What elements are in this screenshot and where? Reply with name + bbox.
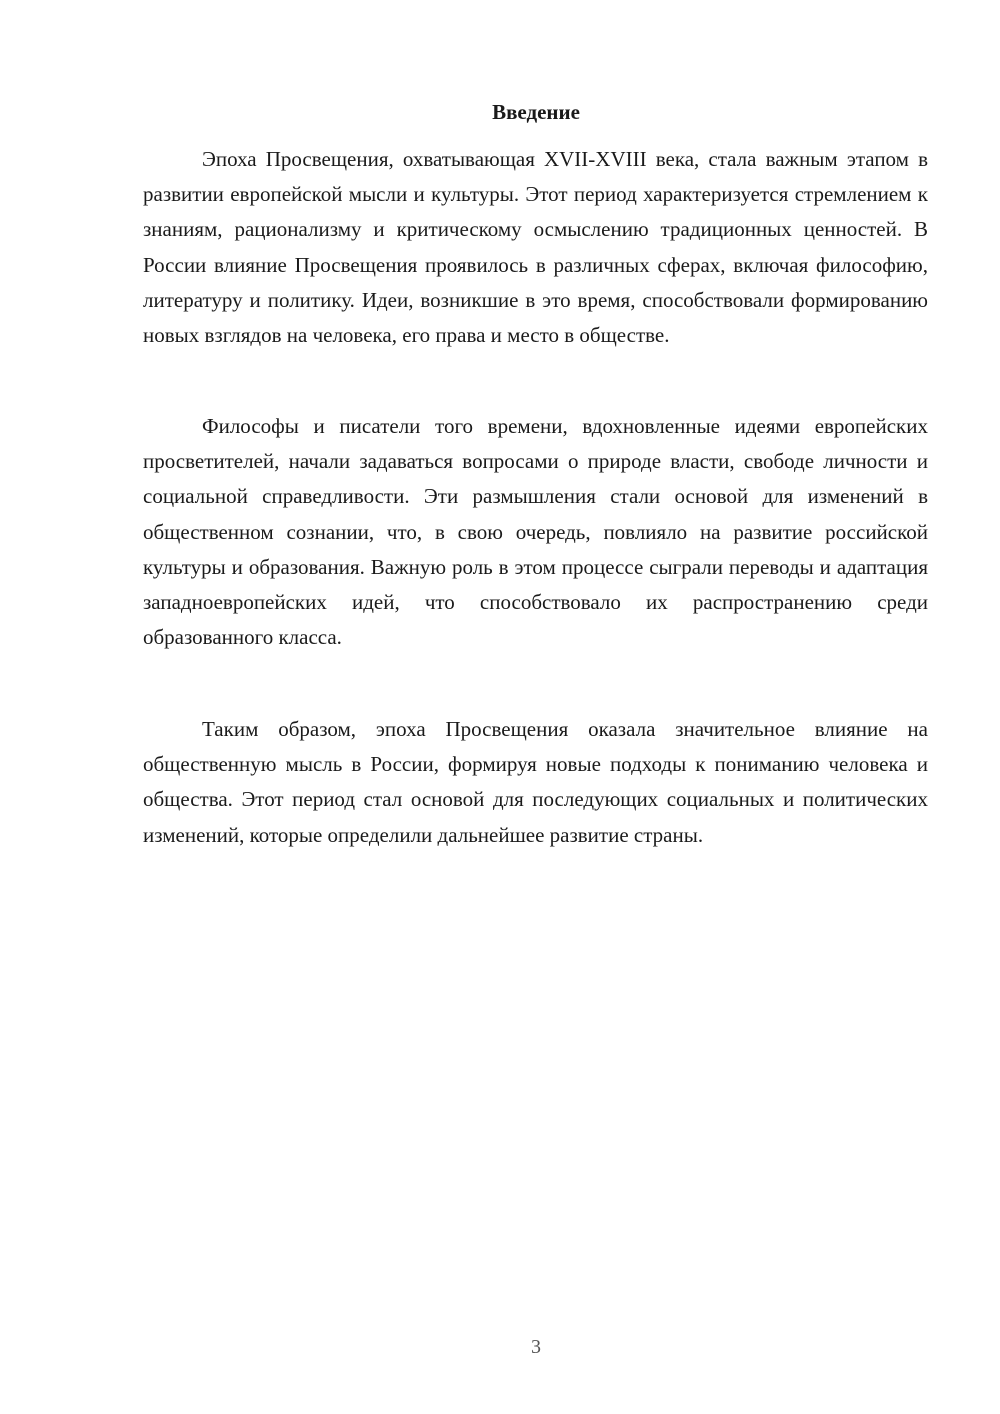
page-title: Введение [492, 100, 580, 124]
paragraph-3: Таким образом, эпоха Просвещения оказала значительное влияние на общественную мысль в России, формируя новые подходы к пониманию человека и общества. Этот период стал основой для последующих социальных и политических изменений, которые определили дальнейшее развитие страны. [143, 717, 928, 847]
page-number: 3 [531, 1336, 541, 1358]
paragraph-1: Эпоха Просвещения, охватывающая XVII-XVIII века, стала важным этапом в развитии европейской мысли и культуры. Этот период характеризуется стремлением к знаниям, рационализму и критическому осмыслению традиционных ценностей. В России влияние Просвещения проявилось в различных сферах, включая философию, литературу и политику. Идеи, возникшие в это время, способствовали формированию новых взглядов на человека, его права и место в обществе. [143, 147, 928, 348]
paragraph-2: Философы и писатели того времени, вдохновленные идеями европейских просветителей, начали задаваться вопросами о природе власти, свободе личности и социальной справедливости. Эти размышления стали основой для изменений в общественном сознании, что, в свою очередь, повлияло на развитие российской культуры и образования. Важную роль в этом процессе сыграли переводы и адаптация западноевропейских идей, что способствовало их распространению среди образованного класса. [143, 414, 928, 650]
